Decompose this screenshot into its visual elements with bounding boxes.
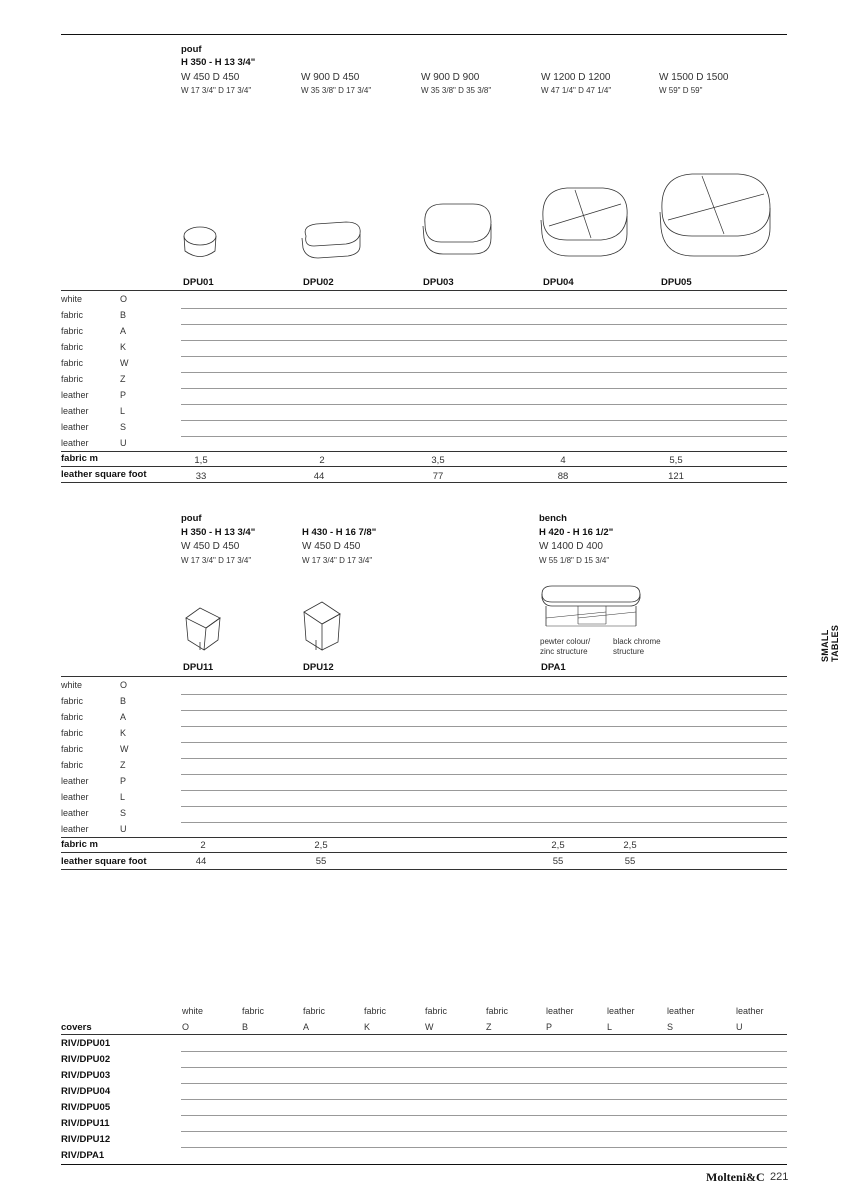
row-rule xyxy=(181,774,787,775)
material-code: A xyxy=(120,326,127,336)
section1-height: H 350 - H 13 3/4" xyxy=(181,57,256,68)
dpu03-leather-sqft: 77 xyxy=(432,471,444,482)
covers-column-code: U xyxy=(736,1022,743,1032)
material-code: K xyxy=(120,342,127,352)
dpu12-code: DPU12 xyxy=(303,662,334,673)
row-rule xyxy=(181,1067,787,1068)
section2-table-top-rule xyxy=(61,676,787,677)
row-rule xyxy=(181,806,787,807)
bench-option-chrome-line1: black chrome xyxy=(613,637,661,646)
dpa1-chrome-fabric-m: 2,5 xyxy=(623,840,637,851)
covers-column-code: W xyxy=(425,1022,434,1032)
dpu04-illustration xyxy=(539,184,631,264)
covers-column-label: leather xyxy=(667,1006,695,1016)
material-label: fabric xyxy=(61,374,84,384)
covers-column-code: Z xyxy=(486,1022,492,1032)
dpu05-dim-mm: W 1500 D 1500 xyxy=(659,72,729,83)
dpu05-leather-sqft: 121 xyxy=(668,471,684,482)
covers-row-code: RIV/DPU05 xyxy=(61,1102,111,1113)
material-label: fabric xyxy=(61,728,84,738)
dpu11-dim-in: W 17 3/4" D 17 3/4" xyxy=(181,556,252,565)
section1-heading: pouf xyxy=(181,44,202,55)
dpu12-dim-in: W 17 3/4" D 17 3/4" xyxy=(302,556,373,565)
row-rule xyxy=(181,404,787,405)
dpu04-dim-mm: W 1200 D 1200 xyxy=(541,72,611,83)
section1-fabric-rule xyxy=(61,451,787,452)
dpu01-code: DPU01 xyxy=(183,277,214,288)
page-number: 221 xyxy=(770,1171,789,1183)
material-label: fabric xyxy=(61,744,84,754)
section1-leather-rule xyxy=(61,466,787,467)
material-label: leather xyxy=(61,792,89,802)
material-code: O xyxy=(120,680,128,690)
material-code: U xyxy=(120,438,127,448)
covers-title: covers xyxy=(61,1022,92,1033)
dpu11-illustration xyxy=(182,604,224,652)
row-rule xyxy=(181,436,787,437)
covers-row-code: RIV/DPA1 xyxy=(61,1150,105,1161)
section1-bottom-rule xyxy=(61,482,787,483)
top-rule xyxy=(61,34,787,35)
bench-option-pewter-line2: zinc structure xyxy=(540,647,588,656)
dpa1-pewter-leather-sqft: 55 xyxy=(552,856,564,867)
covers-column-code: P xyxy=(546,1022,553,1032)
material-label: leather xyxy=(61,438,89,448)
section2-bench-height: H 420 - H 16 1/2" xyxy=(539,527,614,538)
dpu05-illustration xyxy=(658,170,774,265)
material-code: P xyxy=(120,776,127,786)
dpu02-leather-sqft: 44 xyxy=(313,471,325,482)
covers-row-code: RIV/DPU11 xyxy=(61,1118,110,1129)
section2-pouf-height-b: H 430 - H 16 7/8" xyxy=(302,527,377,538)
row-rule xyxy=(181,356,787,357)
material-label: fabric xyxy=(61,358,84,368)
covers-column-label: fabric xyxy=(242,1006,265,1016)
row-rule xyxy=(181,1099,787,1100)
row-rule xyxy=(181,1083,787,1084)
material-code: W xyxy=(120,744,129,754)
material-label: white xyxy=(61,294,83,304)
bench-option-pewter-line1: pewter colour/ xyxy=(540,637,591,646)
dpu11-leather-sqft: 44 xyxy=(195,856,207,867)
covers-column-label: white xyxy=(182,1006,204,1016)
material-code: L xyxy=(120,406,126,416)
row-rule xyxy=(181,372,787,373)
covers-column-label: fabric xyxy=(364,1006,387,1016)
section2-bottom-rule xyxy=(61,869,787,870)
dpu11-dim-mm: W 450 D 450 xyxy=(181,541,240,552)
brand-logo: Molteni&C xyxy=(706,1170,765,1184)
dpu05-fabric-m: 5,5 xyxy=(669,455,683,466)
dpu05-dim-in: W 59" D 59" xyxy=(659,86,703,95)
covers-row-code: RIV/DPU01 xyxy=(61,1038,111,1049)
covers-bottom-rule xyxy=(61,1164,787,1165)
dpu01-dim-in: W 17 3/4" D 17 3/4" xyxy=(181,86,252,95)
dpu03-dim-in: W 35 3/8" D 35 3/8" xyxy=(421,86,492,95)
bench-option-chrome-line2: structure xyxy=(613,647,645,656)
covers-column-code: K xyxy=(364,1022,371,1032)
dpu12-leather-sqft: 55 xyxy=(315,856,327,867)
section1-fabric-label: fabric m xyxy=(61,453,98,464)
material-label: leather xyxy=(61,776,89,786)
dpu01-illustration xyxy=(180,224,220,264)
dpu02-illustration xyxy=(300,218,364,263)
covers-column-code: A xyxy=(303,1022,310,1032)
side-title: SMALL TABLES xyxy=(820,624,840,662)
dpu02-fabric-m: 2 xyxy=(319,455,325,466)
dpu03-code: DPU03 xyxy=(423,277,454,288)
material-label: fabric xyxy=(61,760,84,770)
section2-fabric-label: fabric m xyxy=(61,839,98,850)
section2-leather-rule xyxy=(61,852,787,853)
dpu01-leather-sqft: 33 xyxy=(195,471,207,482)
covers-top-rule xyxy=(61,1034,787,1035)
dpu05-code: DPU05 xyxy=(661,277,692,288)
covers-column-label: fabric xyxy=(303,1006,326,1016)
material-code: S xyxy=(120,808,127,818)
material-code: Z xyxy=(120,760,126,770)
dpu02-code: DPU02 xyxy=(303,277,334,288)
covers-row-code: RIV/DPU02 xyxy=(61,1054,111,1065)
material-code: L xyxy=(120,792,126,802)
material-code: B xyxy=(120,696,127,706)
material-label: fabric xyxy=(61,696,84,706)
covers-column-label: leather xyxy=(546,1006,574,1016)
dpu04-leather-sqft: 88 xyxy=(557,471,569,482)
row-rule xyxy=(181,388,787,389)
row-rule xyxy=(181,726,787,727)
covers-column-code: B xyxy=(242,1022,249,1032)
material-label: leather xyxy=(61,808,89,818)
material-label: leather xyxy=(61,422,89,432)
section2-pouf-height-a: H 350 - H 13 3/4" xyxy=(181,527,256,538)
covers-column-label: fabric xyxy=(486,1006,509,1016)
dpa1-dim-in: W 55 1/8" D 15 3/4" xyxy=(539,556,610,565)
material-code: S xyxy=(120,422,127,432)
row-rule xyxy=(181,308,787,309)
material-code: B xyxy=(120,310,127,320)
section2-leather-label: leather square foot xyxy=(61,856,147,867)
material-label: fabric xyxy=(61,326,84,336)
section2-pouf-heading: pouf xyxy=(181,513,202,524)
section1-leather-label: leather square foot xyxy=(61,469,147,480)
row-rule xyxy=(181,1147,787,1148)
material-code: U xyxy=(120,824,127,834)
dpa1-code: DPA1 xyxy=(541,662,566,673)
material-code: Z xyxy=(120,374,126,384)
row-rule xyxy=(181,742,787,743)
dpa1-illustration xyxy=(538,582,644,632)
dpu03-dim-mm: W 900 D 900 xyxy=(421,72,480,83)
material-label: leather xyxy=(61,406,89,416)
covers-column-code: S xyxy=(667,1022,674,1032)
material-label: leather xyxy=(61,824,89,834)
dpu12-dim-mm: W 450 D 450 xyxy=(302,541,361,552)
dpu02-dim-in: W 35 3/8" D 17 3/4" xyxy=(301,86,372,95)
dpu02-dim-mm: W 900 D 450 xyxy=(301,72,360,83)
covers-column-label: fabric xyxy=(425,1006,448,1016)
material-code: K xyxy=(120,728,127,738)
material-label: fabric xyxy=(61,712,84,722)
dpu11-fabric-m: 2 xyxy=(200,840,206,851)
material-label: fabric xyxy=(61,342,84,352)
covers-column-code: O xyxy=(182,1022,190,1032)
material-code: P xyxy=(120,390,127,400)
material-label: white xyxy=(61,680,83,690)
material-code: O xyxy=(120,294,128,304)
section2-bench-heading: bench xyxy=(539,513,567,524)
row-rule xyxy=(181,758,787,759)
row-rule xyxy=(181,420,787,421)
row-rule xyxy=(181,1131,787,1132)
covers-row-code: RIV/DPU03 xyxy=(61,1070,111,1081)
dpu04-code: DPU04 xyxy=(543,277,574,288)
dpu03-fabric-m: 3,5 xyxy=(431,455,445,466)
dpa1-chrome-leather-sqft: 55 xyxy=(624,856,636,867)
covers-row-code: RIV/DPU12 xyxy=(61,1134,111,1145)
row-rule xyxy=(181,790,787,791)
row-rule xyxy=(181,324,787,325)
covers-column-code: L xyxy=(607,1022,613,1032)
row-rule xyxy=(181,694,787,695)
covers-column-label: leather xyxy=(736,1006,764,1016)
row-rule xyxy=(181,1051,787,1052)
dpu01-fabric-m: 1,5 xyxy=(194,455,208,466)
dpu01-dim-mm: W 450 D 450 xyxy=(181,72,240,83)
dpu12-illustration xyxy=(300,598,346,654)
section2-fabric-rule xyxy=(61,837,787,838)
material-code: W xyxy=(120,358,129,368)
material-label: fabric xyxy=(61,310,84,320)
row-rule xyxy=(181,710,787,711)
covers-column-label: leather xyxy=(607,1006,635,1016)
material-label: leather xyxy=(61,390,89,400)
dpu12-fabric-m: 2,5 xyxy=(314,840,328,851)
dpu11-code: DPU11 xyxy=(183,662,214,673)
dpa1-pewter-fabric-m: 2,5 xyxy=(551,840,565,851)
dpu04-fabric-m: 4 xyxy=(560,455,566,466)
row-rule xyxy=(181,1115,787,1116)
dpu04-dim-in: W 47 1/4" D 47 1/4" xyxy=(541,86,612,95)
covers-row-code: RIV/DPU04 xyxy=(61,1086,111,1097)
dpu03-illustration xyxy=(421,200,493,262)
row-rule xyxy=(181,340,787,341)
material-code: A xyxy=(120,712,127,722)
section1-table-top-rule xyxy=(61,290,787,291)
row-rule xyxy=(181,822,787,823)
dpa1-dim-mm: W 1400 D 400 xyxy=(539,541,603,552)
